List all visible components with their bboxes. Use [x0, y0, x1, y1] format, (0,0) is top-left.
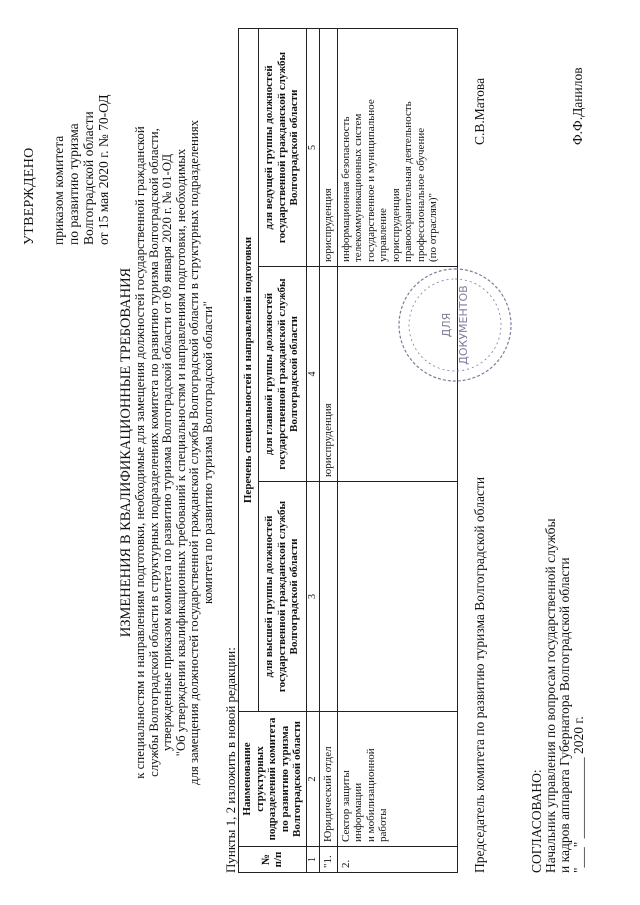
row-num: "1. [320, 847, 338, 873]
subtitle-line: утвержденные приказом комитета по развитию туризма Волгоградской области от 09 января 2020 г. № 01-ОД [160, 153, 175, 752]
document-subtitle [134, 20, 216, 885]
column-number: 2 [306, 712, 320, 847]
agreed-line: Начальник управления по вопросам государственной службы [543, 518, 558, 873]
cell-line: юриспруденция [389, 188, 402, 262]
chair-title: Председатель комитета по развитию туризма Волгоградской области [472, 476, 487, 873]
column-number: 4 [306, 267, 320, 482]
cell-line: (по отраслям)" [427, 192, 439, 262]
row-highest [337, 482, 457, 712]
column-number: 5 [306, 29, 320, 267]
cell-line: государственное и муниципальное [364, 99, 377, 262]
agreed-block [530, 518, 586, 873]
approval-line: приказом комитета [51, 135, 66, 245]
agreed-name: Ф.Ф.Данилов [570, 67, 585, 145]
approval-line: по развитию туризма [66, 123, 81, 245]
table-row [320, 29, 338, 873]
column-number: 1 [306, 847, 320, 873]
unit-line: Юридический отдел [322, 746, 334, 842]
unit-line: Сектор защиты [339, 770, 352, 842]
intro-text: Пункты 1, 2 изложить в новой редакции: [223, 647, 238, 873]
column-number-row [306, 29, 320, 873]
cell-line: юриспруденция [322, 188, 334, 262]
subtitle-line: для замещения должностей государственной гражданской службы Волгоградской области в структурных подразделениях [187, 119, 202, 786]
row-leading [337, 29, 457, 267]
subtitle-line: комитета по развитию туризма Волгоградской области" [200, 300, 215, 605]
row-unit [320, 712, 338, 847]
stamp-line-2: ДОКУМЕНТОВ [457, 285, 470, 365]
header-main: для главной группы должностей государственной гражданской службы Волгоградской области [258, 267, 306, 482]
approval-line: от 15 мая 2020 г. № 70-ОД [96, 94, 111, 245]
stamp-outer-ring [399, 269, 511, 381]
row-leading [320, 29, 338, 267]
header-list: Перечень специальностей и направлений подготовки [239, 29, 259, 712]
header-num: № п/п [239, 847, 307, 873]
cell-line: телекоммуникационных систем [352, 113, 364, 262]
header-leading: для ведущей группы должностей государственной гражданской службы Волгоградской области [258, 29, 306, 267]
unit-line: работы [377, 808, 389, 842]
subtitle-line: службы Волгоградской области в структурных подразделениях комитета по развитию туризма Волгоградской области, [146, 128, 161, 777]
row-unit [337, 712, 457, 847]
agreed-date: "___" ____________ 2020 г. [571, 716, 586, 873]
column-number: 3 [306, 482, 320, 712]
table-header-row [239, 29, 259, 873]
cell-line: юриспруденция [322, 403, 334, 477]
header-unit: Наименование структурных подразделений комитета по развитию туризма Волгоградской области [239, 712, 307, 847]
subtitle-line: к специальностям и направлениям подготовки, необходимые для замещения должностей государственной гражданской [133, 126, 147, 779]
round-stamp [395, 265, 515, 385]
header-highest: для высшей группы должностей государственной гражданской службы Волгоградской области [258, 482, 306, 712]
subtitle-line: "Об утверждении квалификационных требований к специальностям и направлениям подготовки, необходимых [173, 148, 188, 757]
table-row [337, 29, 457, 873]
row-num: 2. [337, 847, 457, 873]
agreed-line: и кадров аппарата Губернатора Волгоградской области [557, 557, 572, 873]
chair-name: С.В.Матова [472, 77, 487, 145]
agreed-heading: СОГЛАСОВАНО: [529, 769, 544, 873]
document-title: ИЗМЕНЕНИЯ В КВАЛИФИКАЦИОННЫЕ ТРЕБОВАНИЯ [118, 267, 134, 638]
cell-line: правоохранительная деятельность [402, 101, 414, 262]
cell-line: управление [377, 208, 389, 262]
stamp-inner-ring [409, 279, 501, 371]
row-main [320, 267, 338, 482]
approval-heading: УТВЕРЖДЕНО [22, 147, 37, 245]
approval-block [22, 25, 111, 245]
approval-line: Волгоградской области [81, 111, 96, 245]
cell-line: профессиональное обучение [414, 127, 427, 262]
cell-line: информационная безопасность [339, 116, 352, 262]
unit-line: и мобилизационной [364, 748, 377, 842]
requirements-table [238, 28, 458, 873]
unit-line: информации [352, 782, 364, 842]
stamp-line-1: ДЛЯ [440, 312, 453, 338]
row-highest [320, 482, 338, 712]
